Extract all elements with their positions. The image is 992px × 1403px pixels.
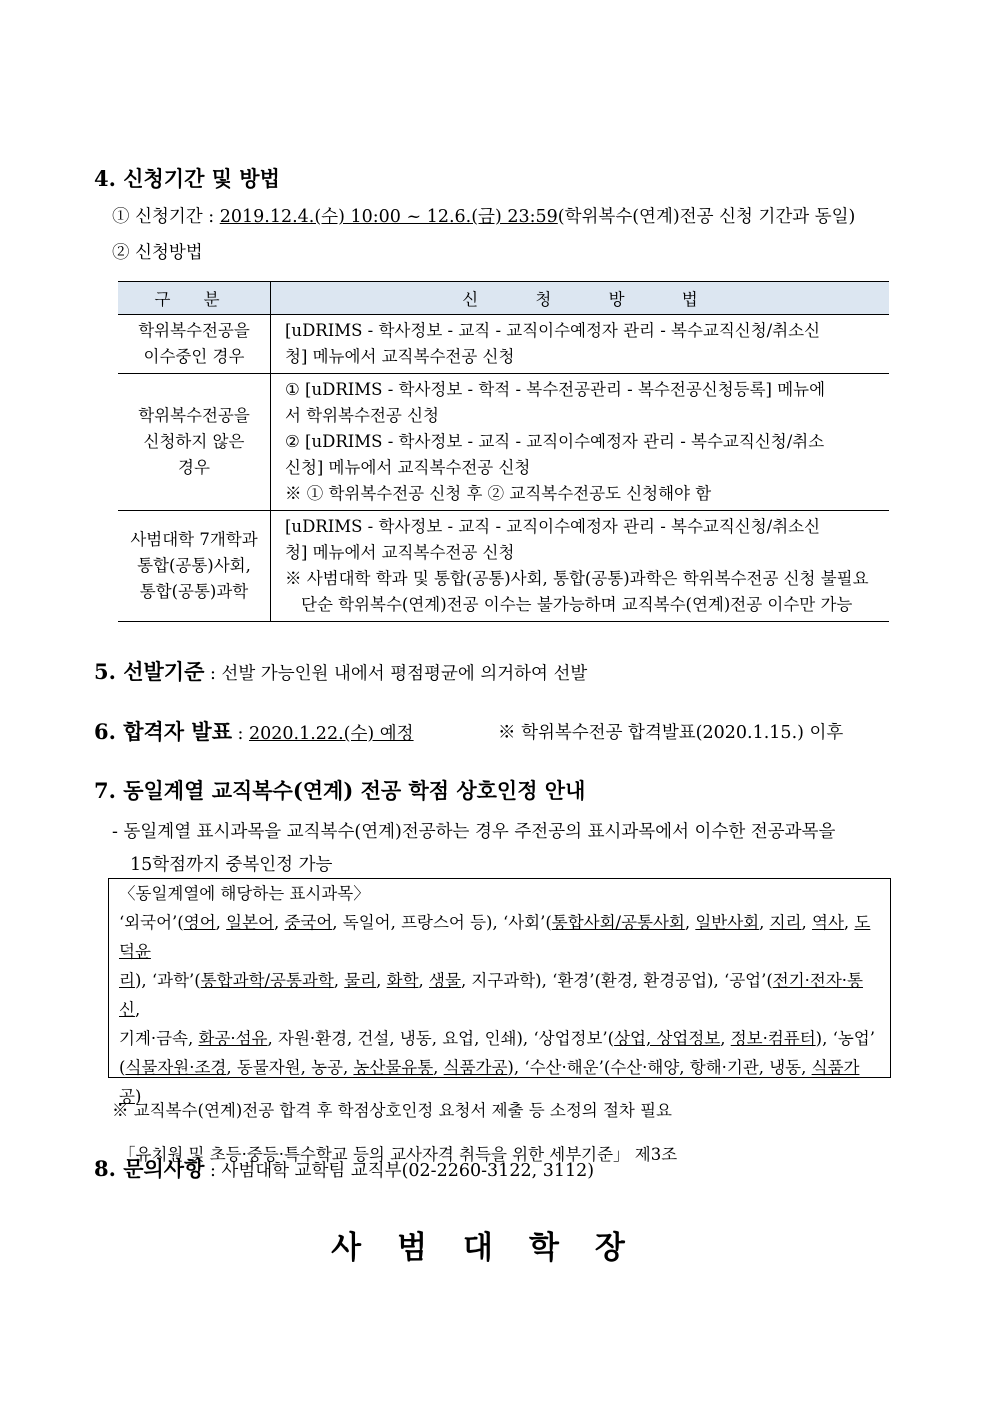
method-line: ① [uDRIMS - 학사정보 - 학적 - 복수전공관리 - 복수전공신청등록] 메뉴에 <box>285 380 826 399</box>
subject: 통합사회/공통사회 <box>551 913 685 932</box>
category-line: 사범대학 7개학과 <box>130 530 258 549</box>
subject: 상업, 상업정보 <box>614 1029 721 1048</box>
subject: 식물자원·조경 <box>125 1058 227 1077</box>
box-heading: 〈동일계열에 해당하는 표시과목〉 <box>119 884 370 903</box>
box-reference: 「유치원 및 초등·중등·특수학교 등의 교사자격 취득을 위한 세부기준」 제3조 <box>119 1145 678 1164</box>
text: , <box>801 913 812 932</box>
subject: 식품가공 <box>443 1058 508 1077</box>
text: , <box>759 913 770 932</box>
section-8-text: : 사범대학 교학팀 교직부(02-2260-3122, 3112) <box>204 1161 595 1181</box>
text: , 지구과학), ‘환경’(환경, 환경공업), ‘공업’( <box>460 971 773 990</box>
table-row <box>118 315 889 374</box>
text: ), ‘과학’( <box>134 971 201 990</box>
header-method: 신 청 방 법 <box>271 282 890 315</box>
method-line: 청] 메뉴에서 교직복수전공 신청 <box>285 347 515 366</box>
method-label: ② 신청방법 <box>112 243 203 263</box>
category-line: 통합(공통)과학 <box>139 582 249 601</box>
subject: 지리 <box>769 913 802 932</box>
period-value: 2019.12.4.(수) 10:00 ~ 12.6.(금) 23:59 <box>219 207 558 227</box>
section-7-line2: 15학점까지 중복인정 가능 <box>130 855 333 875</box>
section-6-sep: : <box>231 724 250 744</box>
subject: 중국어 <box>284 913 333 932</box>
row-method <box>271 315 890 374</box>
subject: 통합과학/공통과학 <box>200 971 334 990</box>
table-header-row <box>118 282 889 315</box>
subject: 생물 <box>429 971 461 990</box>
section-6-title: 6. 합격자 발표 <box>94 719 232 744</box>
text: , <box>134 1000 141 1019</box>
text: ), ‘농업’ <box>815 1029 875 1048</box>
table-row <box>118 511 889 622</box>
period-label: ① 신청기간 : <box>112 207 220 227</box>
method-line: [uDRIMS - 학사정보 - 교직 - 교직이수예정자 관리 - 복수교직신청/취소신 <box>285 321 821 340</box>
table-row <box>118 374 889 511</box>
subject: 역사 <box>812 913 844 932</box>
text: , <box>376 971 387 990</box>
section-4-title: 4. 신청기간 및 방법 <box>94 166 280 191</box>
text: , <box>418 971 430 990</box>
box-line <box>119 966 880 1024</box>
row-method <box>271 374 890 511</box>
section-7-footnote: ※ 교직복수(연계)전공 합격 후 학점상호인정 요청서 제출 등 소정의 절차 필요 <box>112 1101 672 1120</box>
text: , <box>720 1029 731 1048</box>
text: ‘외국어’( <box>119 913 184 932</box>
text: , 독일어, 프랑스어 등), ‘사회’( <box>332 913 552 932</box>
method-line: 청] 메뉴에서 교직복수전공 신청 <box>285 543 515 562</box>
header-category: 구 분 <box>118 282 271 315</box>
application-period <box>112 203 855 228</box>
subject: 전기·전자·통신 <box>119 971 863 1019</box>
method-table <box>118 281 889 622</box>
box-line <box>119 1024 880 1053</box>
text: , <box>273 913 285 932</box>
row-category <box>118 511 271 622</box>
text: ( <box>119 1058 126 1077</box>
section-5 <box>94 656 587 686</box>
text: , <box>433 1058 444 1077</box>
row-category <box>118 315 271 374</box>
section-7-title: 7. 동일계열 교직복수(연계) 전공 학점 상호인정 안내 <box>94 778 586 803</box>
row-category <box>118 374 271 511</box>
subject: 화공·섬유 <box>198 1029 268 1048</box>
announcement-date: 2020.1.22.(수) 예정 <box>249 724 414 744</box>
text: ) <box>134 1087 142 1106</box>
section-6 <box>94 716 414 746</box>
subject: 화학 <box>386 971 419 990</box>
text: , 동물자원, 농공, <box>226 1058 354 1077</box>
method-line: [uDRIMS - 학사정보 - 교직 - 교직이수예정자 관리 - 복수교직신청/취소신 <box>285 517 821 536</box>
section-5-title: 5. 선발기준 <box>94 659 205 684</box>
subject: 농산물유통 <box>353 1058 434 1077</box>
subject: 물리 <box>344 971 377 990</box>
subject: 일반사회 <box>695 913 760 932</box>
section-5-text: : 선발 가능인원 내에서 평점평균에 의거하여 선발 <box>204 664 588 684</box>
text: ), ‘수산·해운’(수산·해양, 항해·기관, 냉동, <box>507 1058 812 1077</box>
category-line: 경우 <box>178 458 210 477</box>
method-line: 서 학위복수전공 신청 <box>285 406 439 425</box>
method-line: ② [uDRIMS - 학사정보 - 교직 - 교직이수예정자 관리 - 복수교직신청/취소 <box>285 432 825 451</box>
method-line: 신청] 메뉴에서 교직복수전공 신청 <box>285 458 531 477</box>
subject: 정보·컴퓨터 <box>730 1029 816 1048</box>
method-line: ※ ① 학위복수전공 신청 후 ② 교직복수전공도 신청해야 함 <box>285 484 712 503</box>
text: , <box>684 913 696 932</box>
section-7-line1: - 동일계열 표시과목을 교직복수(연계)전공하는 경우 주전공의 표시과목에서 이수한 전공과목을 <box>112 822 836 842</box>
category-line: 이수중인 경우 <box>143 347 245 366</box>
period-note: (학위복수(연계)전공 신청 기간과 동일) <box>557 207 856 227</box>
method-line: ※ 사범대학 학과 및 통합(공통)사회, 통합(공통)과학은 학위복수전공 신청 불필요 <box>285 569 869 588</box>
category-line: 통합(공통)사회, <box>137 556 251 575</box>
subject: 일본어 <box>226 913 274 932</box>
box-line <box>119 908 880 966</box>
method-line: 단순 학위복수(연계)전공 이수는 불가능하며 교직복수(연계)전공 이수만 가능 <box>301 595 853 614</box>
announcement-note: ※ 학위복수전공 합격발표(2020.1.15.) 이후 <box>498 723 844 743</box>
signature: 사범대학장 <box>331 1230 661 1266</box>
subject: 식품가공 <box>119 1058 860 1106</box>
text: , <box>215 913 227 932</box>
category-line: 신청하지 않은 <box>143 432 245 451</box>
subject: 리 <box>119 971 135 990</box>
category-line: 학위복수전공을 <box>138 406 250 425</box>
category-line: 학위복수전공을 <box>138 321 250 340</box>
section-8 <box>94 1153 594 1183</box>
subject: 영어 <box>183 913 216 932</box>
text: , <box>843 913 855 932</box>
text: , 자원·환경, 건설, 냉동, 요업, 인쇄), ‘상업정보’( <box>267 1029 615 1048</box>
section-8-title: 8. 문의사항 <box>94 1156 205 1181</box>
text: 기계·금속, <box>119 1029 199 1048</box>
subject: 도덕윤 <box>119 913 871 961</box>
row-method <box>271 511 890 622</box>
text: , <box>333 971 345 990</box>
